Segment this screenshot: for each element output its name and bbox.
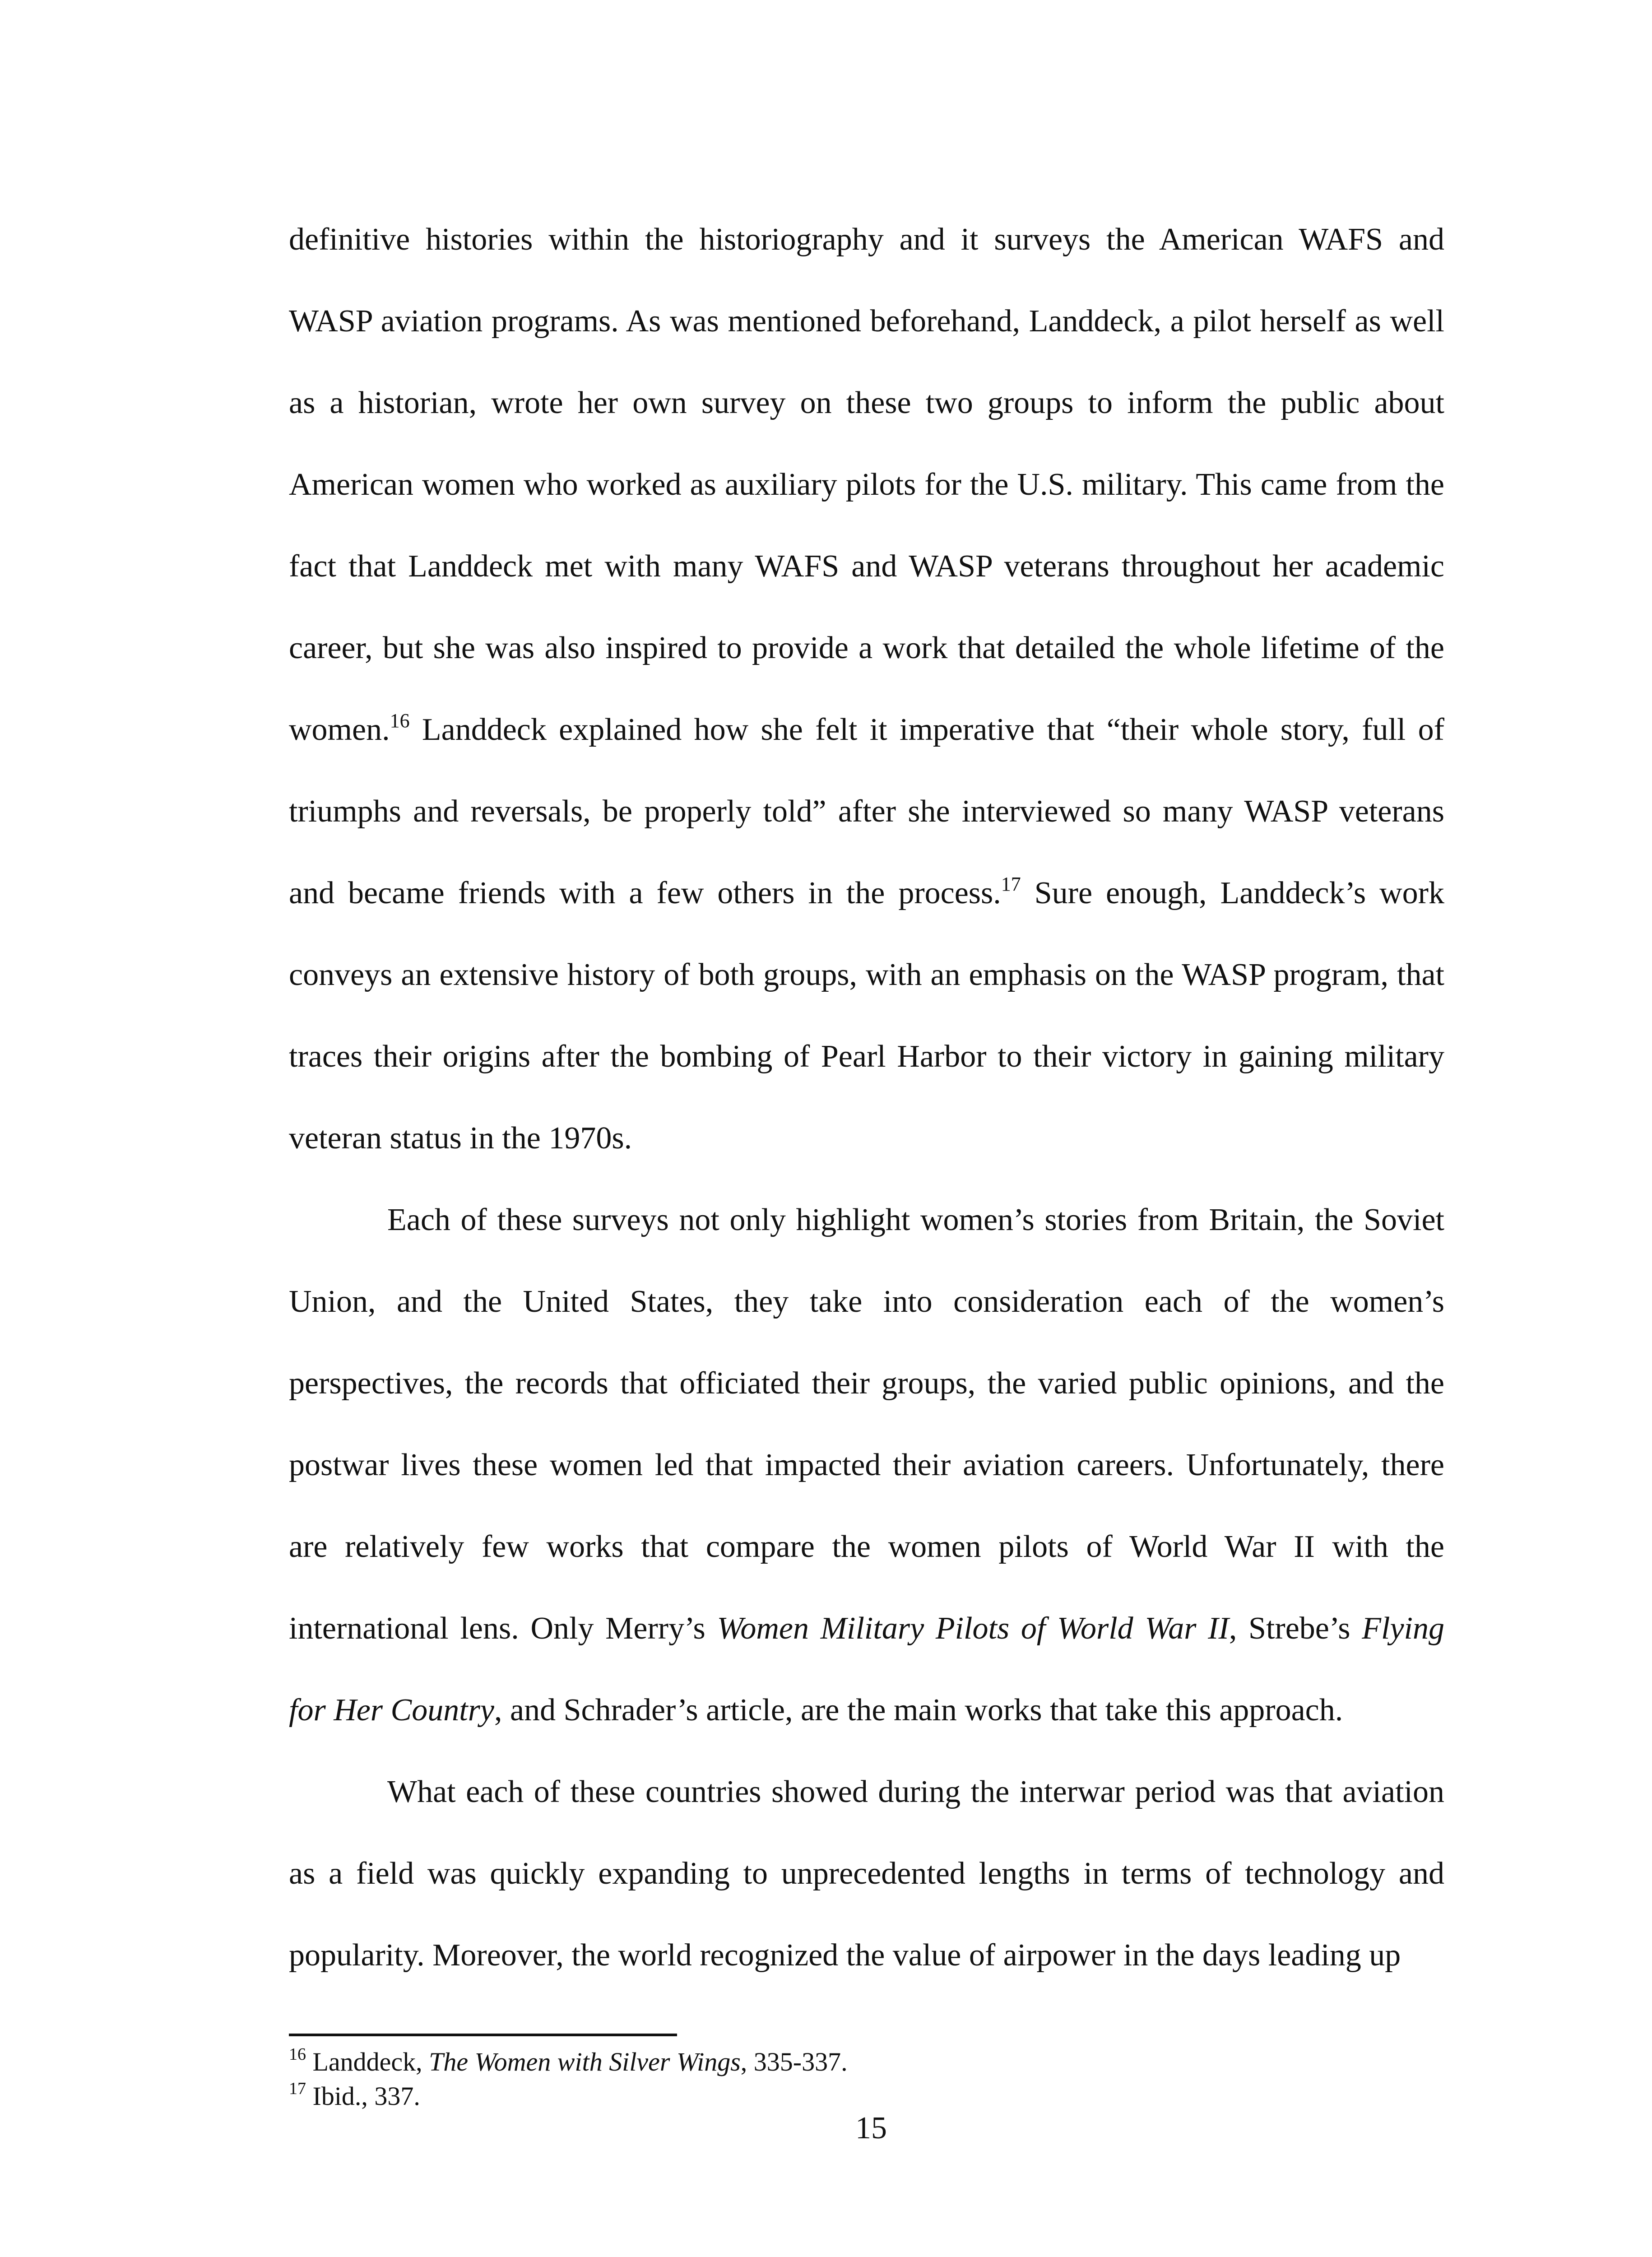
paragraph (289, 1751, 1444, 1996)
footnote-text: , 335-337. (740, 2047, 848, 2076)
footnote-text: Ibid., 337. (306, 2081, 420, 2111)
page-number: 15 (855, 2111, 887, 2146)
paragraph (289, 199, 1444, 1179)
footnote-reference: 17 (1001, 873, 1021, 895)
footnote-reference: 16 (390, 710, 410, 732)
paragraph-text: Landdeck explained how she felt it imperative that “their whole story, full of triumphs and reversals, be properly told” after she interviewed so many WASP veterans and became friends with a few others in the process. (289, 712, 1444, 910)
footnote-separator (289, 2034, 677, 2036)
footnote-text: Landdeck, (306, 2047, 429, 2076)
footnote-number: 17 (289, 2079, 306, 2098)
paragraph-text: Sure enough, Landdeck’s work conveys an extensive history of both groups, with an emphasis on the WASP program, that traces their origins after the bombing of Pearl Harbor to their victory in gaining military veteran status in the 1970s. (289, 876, 1444, 1156)
footnote-book-title: The Women with Silver Wings (429, 2047, 741, 2076)
paragraph-text: What each of these countries showed during the interwar period was that aviation as a field was quickly expanding to unprecedented lengths in terms of technology and popularity. Moreover, the world recognized the value of airpower in the days leading up (289, 1774, 1444, 1973)
book-title: Women Military Pilots of World War II (717, 1611, 1229, 1646)
paragraph (289, 1179, 1444, 1751)
paragraph-text: , and Schrader’s article, are the main works that take this approach. (494, 1693, 1343, 1728)
book-title: Flying for Her Country (289, 1611, 1444, 1728)
footnotes (289, 2045, 1444, 2113)
body-text (289, 199, 1444, 1996)
paragraph-text: , Strebe’s (1229, 1611, 1362, 1646)
paragraph-text: definitive histories within the historiography and it surveys the American WAFS and WASP aviation programs. As was mentioned beforehand, Landdeck, a pilot herself as well as a historian, wrote her own survey on these two groups to inform the public about American women who worked as auxiliary pilots for the U.S. military. This came from the fact that Landdeck met with many WAFS and WASP veterans throughout her academic career, but she was also inspired to provide a work that detailed the whole lifetime of the women. (289, 222, 1444, 747)
footnote (289, 2045, 1444, 2079)
footnote-number: 16 (289, 2045, 306, 2064)
paragraph-text: Each of these surveys not only highlight women’s stories from Britain, the Soviet Union, and the United States, they take into consideration each of the women’s perspectives, the records that officiated their groups, the varied public opinions, and the postwar lives these women led that impacted their aviation careers. Unfortunately, there are relatively few works that compare the women pilots of World War II with the international lens. Only Merry’s (289, 1203, 1444, 1646)
